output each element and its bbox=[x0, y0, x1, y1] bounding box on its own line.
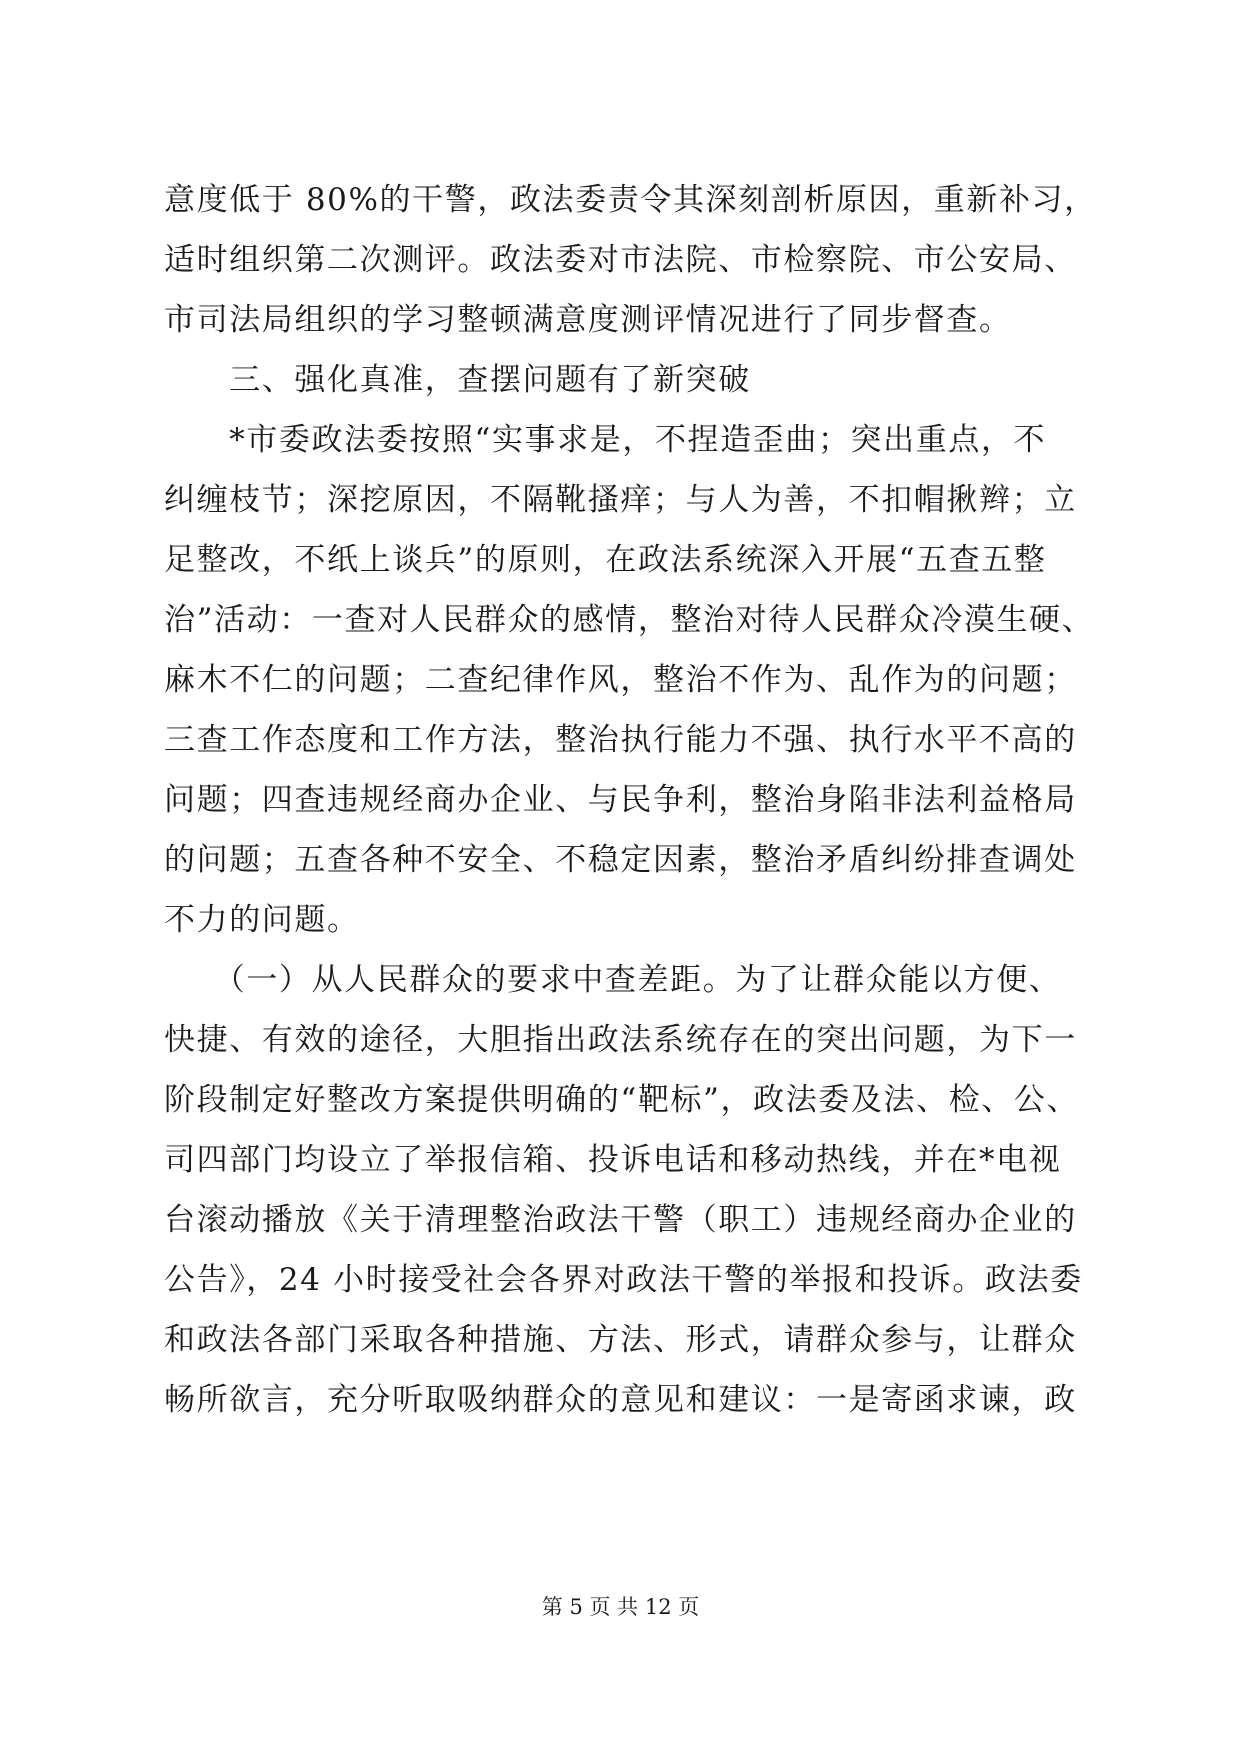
body-text-line: 快捷、有效的途径，大胆指出政法系统存在的突出问题，为下一 bbox=[164, 1022, 1077, 1058]
body-text-line: 畅所欲言，充分听取吸纳群众的意见和建议：一是寄函求谏，政 bbox=[164, 1382, 1077, 1418]
body-text-line: 纠缠枝节；深挖原因，不隔靴搔痒；与人为善，不扣帽揪辫；立 bbox=[164, 482, 1077, 518]
body-text-line: 司四部门均设立了举报信箱、投诉电话和移动热线，并在*电视 bbox=[164, 1142, 1062, 1178]
body-text-line: 的问题；五查各种不安全、不稳定因素，整治矛盾纠纷排查调处 bbox=[164, 842, 1077, 878]
body-text-line: 阶段制定好整改方案提供明确的“靶标”，政法委及法、检、公、 bbox=[164, 1082, 1080, 1118]
body-text-line: 不力的问题。 bbox=[164, 902, 360, 938]
body-text-line: 问题；四查违规经商办企业、与民争利，整治身陷非法利益格局 bbox=[164, 782, 1077, 818]
body-text-line: 治”活动：一查对人民群众的感情，整治对待人民群众冷漠生硬、 bbox=[164, 602, 1095, 638]
body-text-line: 台滚动播放《关于清理整治政法干警（职工）违规经商办企业的 bbox=[164, 1202, 1077, 1238]
body-text-line: （一）从人民群众的要求中查差距。为了让群众能以方便、 bbox=[164, 962, 1062, 998]
body-text-line: 适时组织第二次测评。政法委对市法院、市检察院、市公安局、 bbox=[164, 242, 1077, 278]
body-text-line: 麻木不仁的问题；二查纪律作风，整治不作为、乱作为的问题； bbox=[164, 662, 1077, 698]
body-text-line: *市委政法委按照“实事求是，不捏造歪曲；突出重点，不 bbox=[164, 422, 1047, 458]
body-text-line: 市司法局组织的学习整顿满意度测评情况进行了同步督查。 bbox=[164, 302, 1012, 338]
body-text-line: 足整改，不纸上谈兵”的原则，在政法系统深入开展“五查五整 bbox=[164, 542, 1047, 578]
body-text-line: 公告》，24 小时接受社会各界对政法干警的举报和投诉。政法委 bbox=[164, 1262, 1083, 1298]
body-text-line: 三查工作态度和工作方法，整治执行能力不强、执行水平不高的 bbox=[164, 722, 1077, 758]
section-heading: 三、强化真准，查摆问题有了新突破 bbox=[164, 362, 751, 398]
body-text-line: 意度低于 80%的干警，政法委责令其深刻剖析原因，重新补习， bbox=[164, 182, 1097, 218]
body-text-line: 和政法各部门采取各种措施、方法、形式，请群众参与，让群众 bbox=[164, 1322, 1077, 1358]
page-footer: 第 5 页 共 12 页 bbox=[541, 1595, 700, 1619]
